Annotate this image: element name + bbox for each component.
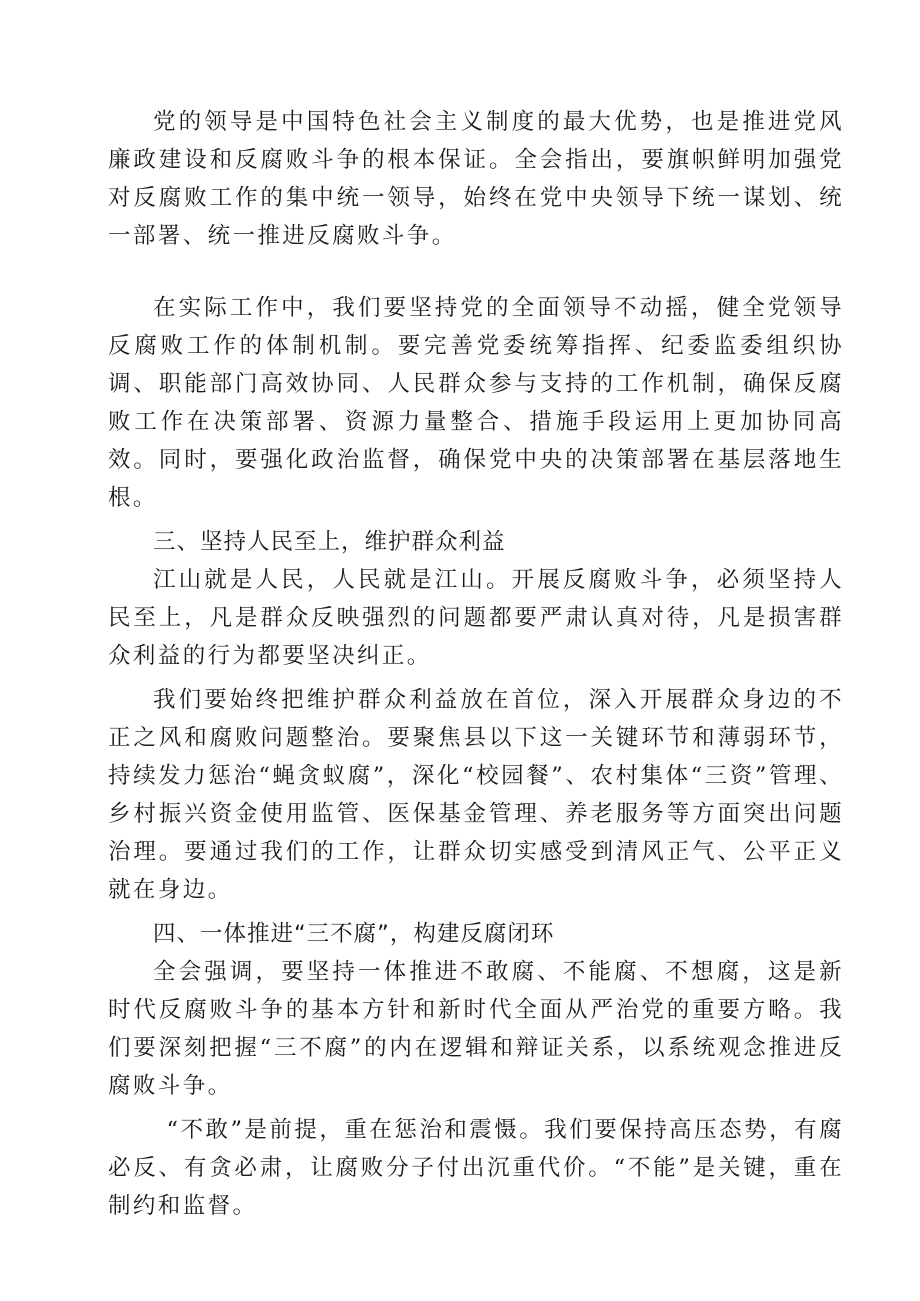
paragraph-dare-not: “不敢”是前提，重在惩治和震慑。我们要保持高压态势，有腐必反、有贪必肃，让腐败分子付出沉重代价。“不能”是关键，重在制约和监督。 [108,1117,844,1219]
paragraph-mass-interests: 我们要始终把维护群众利益放在首位，深入开展群众身边的不正之风和腐败问题整治。要聚焦县以下这一关键环节和薄弱环节，持续发力惩治“蝇贪蚁腐”，深化“校园餐”、农村集体“三资”管理、乡村振兴资金使用监管、医保基金管理、养老服务等方面突出问题治理。要通过我们的工作，让群众切实感受到清风正气、公平正义就在身边。 [108,687,844,903]
document-body [108,103,844,1225]
paragraph-practical-work: 在实际工作中，我们要坚持党的全面领导不动摇，健全党领导反腐败工作的体制机制。要完善党委统筹指挥、纪委监委组织协调、职能部门高效协同、人民群众参与支持的工作机制，确保反腐败工作在决策部署、资源力量整合、措施手段运用上更加协同高效。同时，要强化政治监督，确保党中央的决策部署在基层落地生根。 [108,295,844,511]
paragraph-party-leadership: 党的领导是中国特色社会主义制度的最大优势，也是推进党风廉政建设和反腐败斗争的根本保证。全会指出，要旗帜鲜明加强党对反腐败工作的集中统一领导，始终在党中央领导下统一谋划、统一部署、统一推进反腐败斗争。 [108,109,844,249]
section-heading-three: 三、坚持人民至上，维护群众利益 [153,529,506,555]
paragraph-three-no-corruption: 全会强调，要坚持一体推进不敢腐、不能腐、不想腐，这是新时代反腐败斗争的基本方针和新时代全面从严治党的重要方略。我们要深刻把握“三不腐”的内在逻辑和辩证关系，以系统观念推进反腐败斗争。 [108,959,844,1099]
section-heading-four: 四、一体推进“三不腐”，构建反腐闭环 [153,921,555,947]
paragraph-people-first: 江山就是人民，人民就是江山。开展反腐败斗争，必须坚持人民至上，凡是群众反映强烈的问题都要严肃认真对待，凡是损害群众利益的行为都要坚决纠正。 [108,567,844,669]
